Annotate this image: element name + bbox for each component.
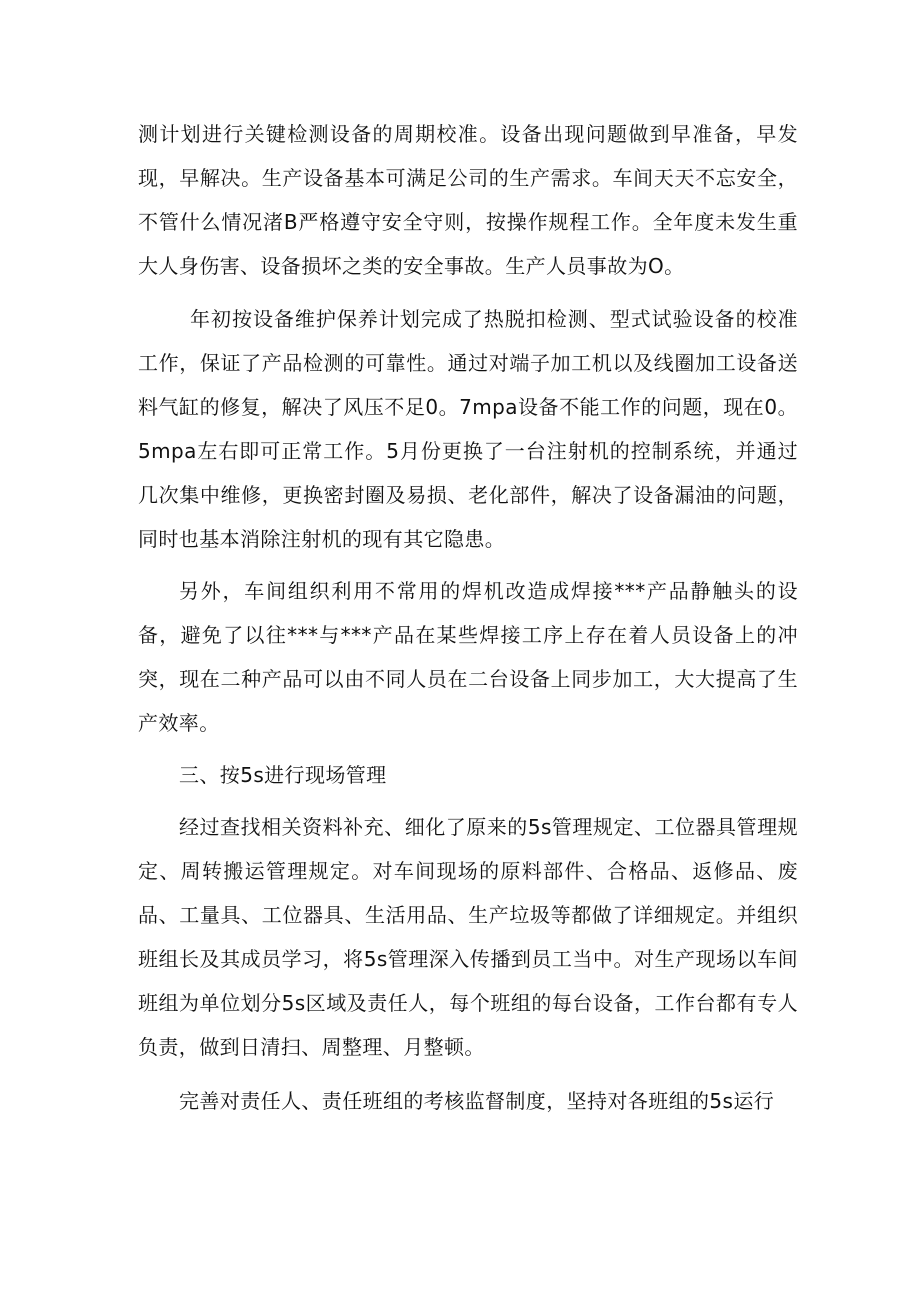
paragraph-assessment: 完善对责任人、责任班组的考核监督制度，坚持对各班组的5s运行	[179, 1089, 775, 1113]
paragraph-5s-regulations: 经过查找相关资料补充、细化了原来的5s管理规定、工位器具管理规定、周转搬运管理规定。对车间现场的原料部件、合格品、返修品、废品、工量具、工位器具、生活用品、生产垃圾等都做了详细规定。并组织班组长及其成员学习，将5s管理深入传播到员工当中。对生产现场以车间班组为单位划分5s区域及责任人，每个班组的每台设备，工作台都有专人负责，做到日清扫、周整理、月整顿。	[138, 815, 798, 1059]
section-heading-5s: 三、按5s进行现场管理	[179, 763, 387, 787]
paragraph-welding-equipment: 另外，车间组织利用不常用的焊机改造成焊接***产品静触头的设备，避免了以往***与***产品在某些焊接工序上存在着人员设备上的冲突，现在二种产品可以由不同人员在二台设备上同步加工，大大提高了生产效率。	[138, 579, 798, 735]
document-body	[138, 112, 798, 1123]
paragraph-equipment-maintenance: 年初按设备维护保养计划完成了热脱扣检测、型式试验设备的校准工作，保证了产品检测的可靠性。通过对端子加工机以及线圈加工设备送料气缸的修复，解决了风压不足0。7mpa设备不能工作的问题，现在0。5mpa左右即可正常工作。5月份更换了一台注射机的控制系统，并通过几次集中维修，更换密封圈及易损、老化部件，解决了设备漏油的问题，同时也基本消除注射机的现有其它隐患。	[138, 307, 798, 551]
paragraph-safety: 测计划进行关键检测设备的周期校准。设备出现问题做到早准备，早发现，早解决。生产设备基本可满足公司的生产需求。车间天天不忘安全，不管什么情况渚B严格遵守安全守则，按操作规程工作。全年度未发生重大人身伤害、设备损坏之类的安全事故。生产人员事故为O。	[138, 122, 798, 278]
